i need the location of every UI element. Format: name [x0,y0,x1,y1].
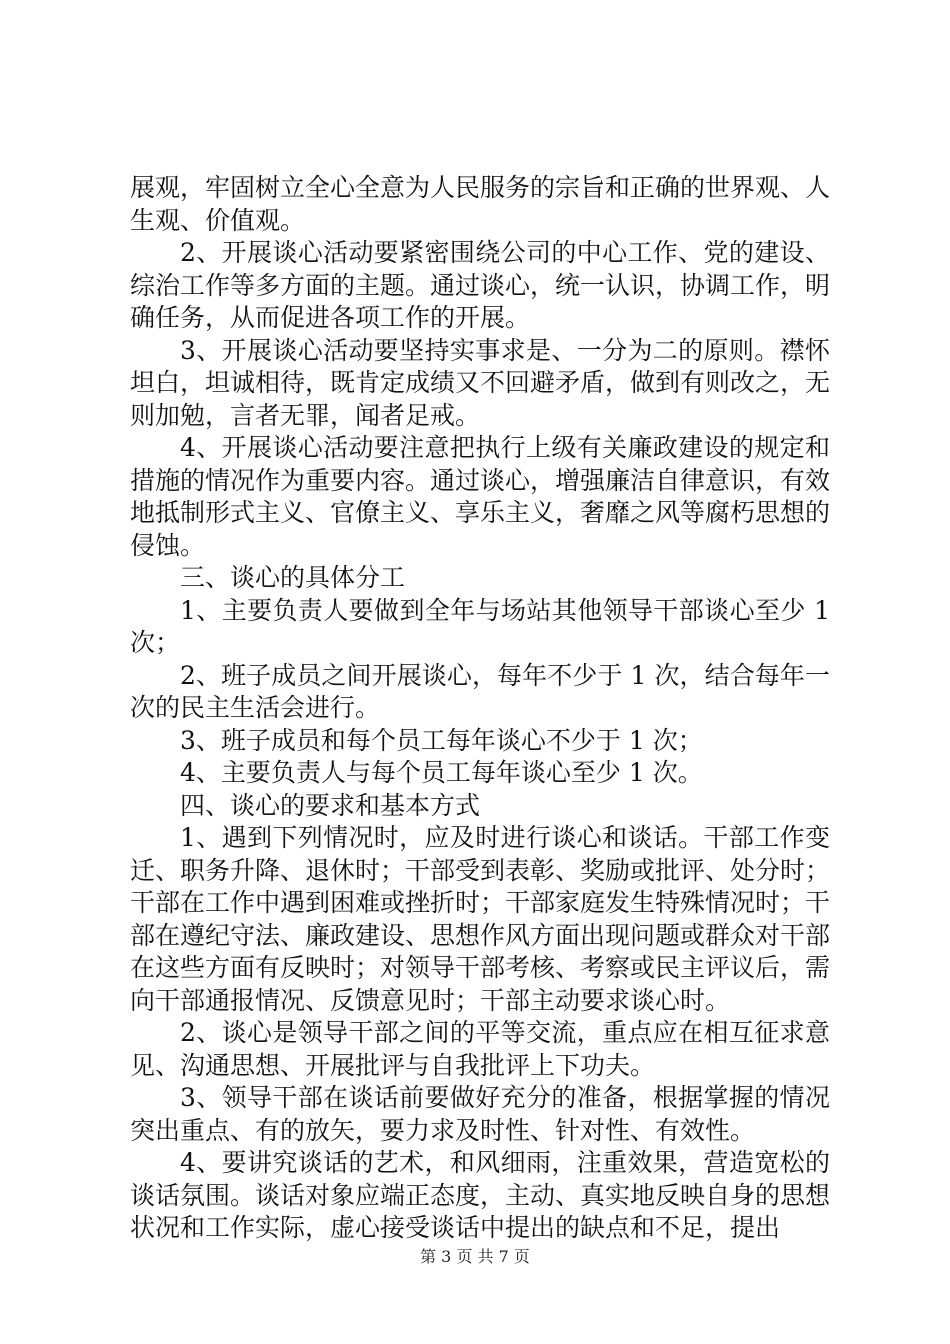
paragraph-division-4: 4、主要负责人与每个员工每年谈心至少 1 次。 [180,758,703,787]
paragraph-division-1: 1、主要负责人要做到全年与场站其他领导干部谈心至少 1次； [130,595,830,657]
paragraph-item-2-theme: 2、开展谈心活动要紧密围绕公司的中心工作、党的建设、综治工作等多方面的主题。通过谈心，统一认识，协调工作，明确任务，从而促进各项工作的开展。 [130,238,831,332]
paragraph-continuation: 展观，牢固树立全心全意为人民服务的宗旨和正确的世界观、人生观、价值观。 [130,173,831,235]
paragraph-requirement-3: 3、领导干部在谈话前要做好充分的准备，根据掌握的情况突出重点、有的放矢，要力求及时性、针对性、有效性。 [130,1083,830,1145]
paragraph-requirement-4: 4、要讲究谈话的艺术，和风细雨，注重效果，营造宽松的谈话氛围。谈话对象应端正态度，主动、真实地反映自身的思想状况和工作实际，虚心接受谈话中提出的缺点和不足，提出 [130,1148,831,1242]
paragraph-item-3-principle: 3、开展谈心活动要坚持实事求是、一分为二的原则。襟怀坦白，坦诚相待，既肯定成绩又不回避矛盾，做到有则改之，无则加勉，言者无罪，闻者足戒。 [130,335,831,430]
document-body [130,172,830,1245]
section-heading-division: 三、谈心的具体分工 [180,563,406,592]
paragraph-division-2: 2、班子成员之间开展谈心，每年不少于 1 次，结合每年一次的民主生活会进行。 [130,660,830,722]
page-number-footer: 第 3 页 共 7 页 [420,1247,530,1266]
paragraph-division-3: 3、班子成员和每个员工每年谈心不少于 1 次； [180,725,703,755]
paragraph-requirement-2: 2、谈心是领导干部之间的平等交流，重点应在相互征求意见、沟通思想、开展批评与自我批评上下功夫。 [130,1018,830,1080]
paragraph-item-4-integrity: 4、开展谈心活动要注意把执行上级有关廉政建设的规定和措施的情况作为重要内容。通过谈心，增强廉洁自律意识，有效地抵制形式主义、官僚主义、享乐主义，奢靡之风等腐朽思想的侵蚀。 [130,433,831,560]
paragraph-requirement-1: 1、遇到下列情况时，应及时进行谈心和谈话。干部工作变迁、职务升降、退休时；干部受到表彰、奖励或批评、处分时；干部在工作中遇到困难或挫折时；干部家庭发生特殊情况时；干部在遵纪守法、廉政建设、思想作风方面出现问题或群众对干部在这些方面有反映时；对领导干部考核、考察或民主评议后，需向干部通报情况、反馈意见时；干部主动要求谈心时。 [130,823,831,1015]
section-heading-requirements: 四、谈心的要求和基本方式 [180,790,481,820]
